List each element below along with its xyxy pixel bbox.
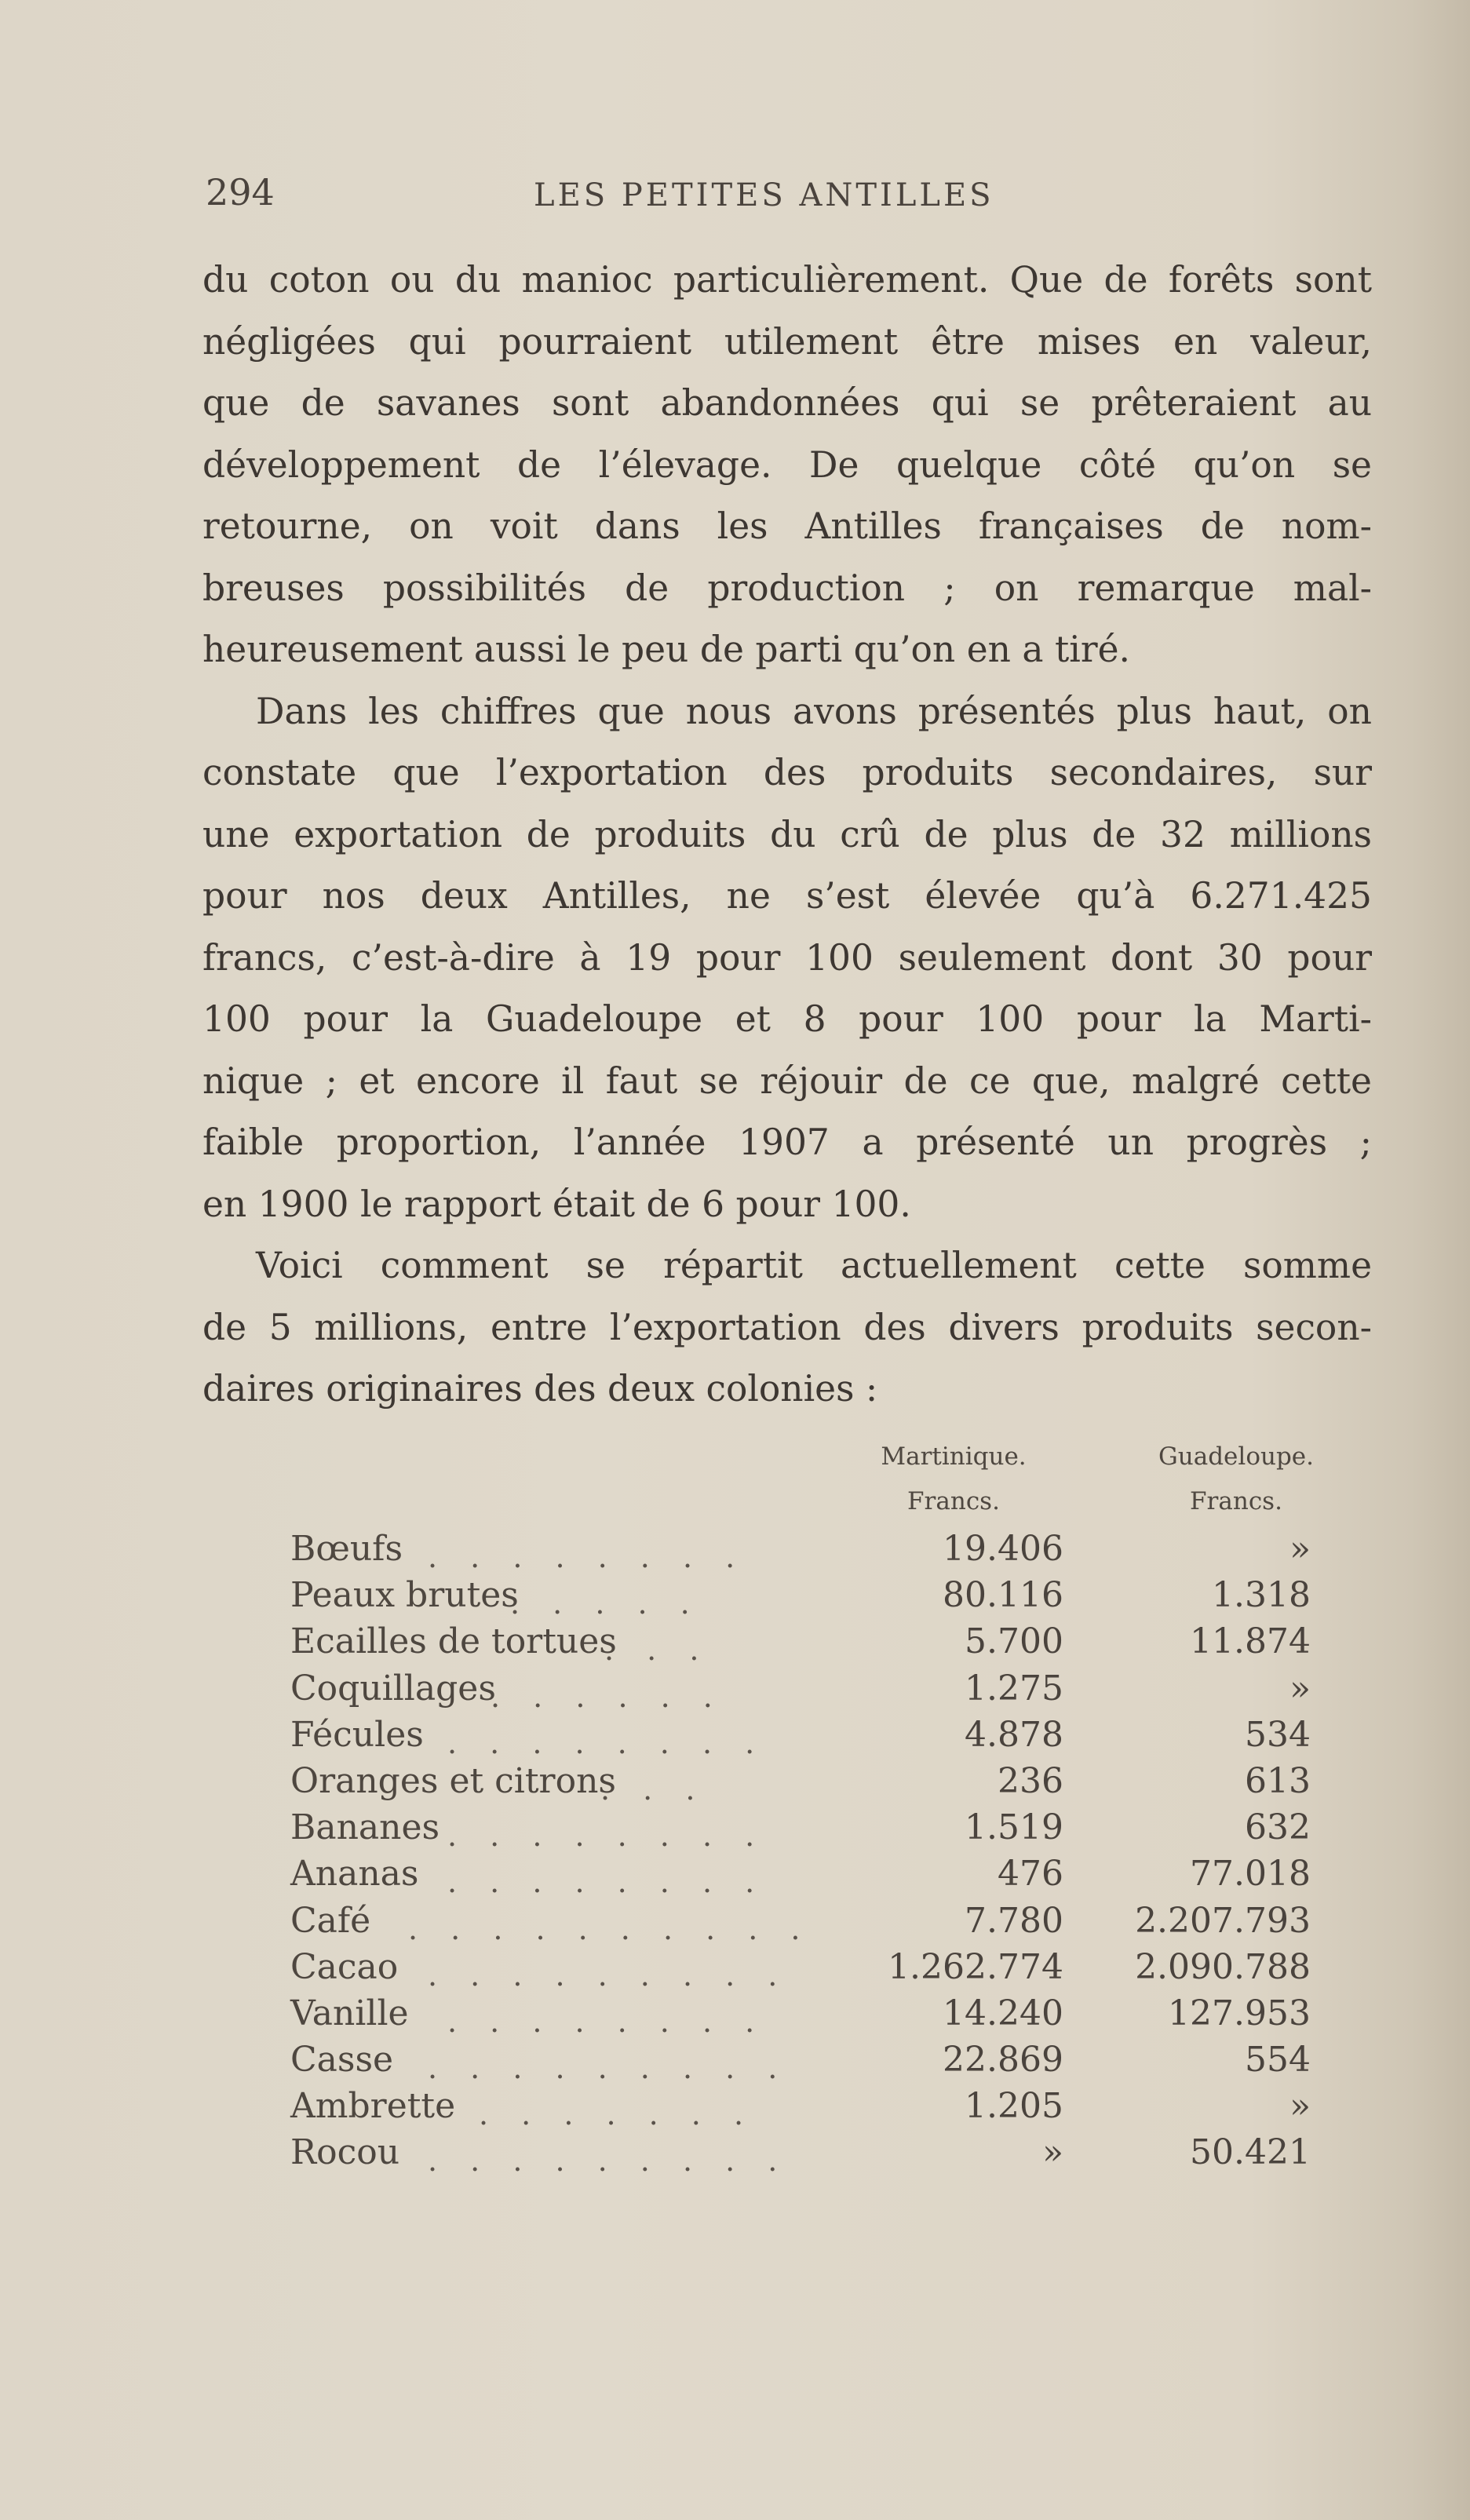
column-header-guadeloupe: Guadeloupe. — [1158, 1442, 1314, 1471]
martinique-value: 7.780 — [965, 1900, 1063, 1941]
guadeloupe-value: » — [1289, 2086, 1311, 2127]
text-line: 100 pour la Guadeloupe et 8 pour 100 pour la Marti- — [202, 998, 1372, 1040]
table-row — [290, 1854, 1319, 1900]
text-line: pour nos deux Antilles, ne s’est élevée qu’à 6.271.425 — [202, 875, 1372, 917]
text-line: retourne, on voit dans les Antilles françaises de nom- — [202, 505, 1372, 547]
martinique-value: 22.869 — [943, 2040, 1063, 2081]
product-name: Oranges et citrons — [290, 1760, 616, 1801]
guadeloupe-value: 77.018 — [1190, 1854, 1311, 1895]
paragraph-1 — [202, 250, 1372, 681]
product-name: Casse — [290, 2040, 394, 2081]
guadeloupe-value: 613 — [1245, 1760, 1311, 1801]
product-name: Ananas — [290, 1854, 419, 1895]
dot-leader: . . . . . . . . . — [428, 2143, 790, 2179]
page-number: 294 — [206, 171, 275, 213]
guadeloupe-value: 534 — [1245, 1714, 1311, 1755]
text-line: de 5 millions, entre l’exportation des divers produits secon- — [202, 1306, 1372, 1348]
text-line: breuses possibilités de production ; on remarque mal- — [202, 567, 1372, 609]
text-line: heureusement aussi le peu de parti qu’on en a tiré. — [202, 629, 1130, 670]
product-name: Coquillages — [290, 1668, 496, 1709]
martinique-value: 236 — [998, 1760, 1063, 1801]
dot-leader: . . . . . . . . . . — [408, 1911, 812, 1946]
guadeloupe-value: 50.421 — [1190, 2132, 1311, 2173]
product-name: Bananes — [290, 1807, 440, 1848]
guadeloupe-value: 127.953 — [1168, 1993, 1311, 2033]
martinique-value: 19.406 — [943, 1529, 1063, 1569]
product-name: Ecailles de tortues — [290, 1621, 617, 1662]
text-line: Dans les chiffres que nous avons présentés plus haut, on — [256, 690, 1372, 732]
column-header-martinique: Martinique. — [881, 1442, 1027, 1471]
table-row — [290, 1621, 1319, 1668]
product-name: Peaux brutes — [290, 1575, 519, 1616]
table-row — [290, 1947, 1319, 1993]
table-row — [290, 1901, 1319, 1947]
martinique-value: 1.275 — [965, 1668, 1063, 1709]
guadeloupe-value: » — [1289, 1668, 1311, 1709]
product-name: Vanille — [290, 1993, 409, 2033]
dot-leader: . . . . . — [510, 1586, 702, 1621]
text-line: Voici comment se répartit actuellement cette somme — [256, 1245, 1372, 1286]
column-unit-guadeloupe: Francs. — [1190, 1487, 1282, 1515]
guadeloupe-value: » — [1289, 1529, 1311, 1569]
martinique-value: 5.700 — [965, 1621, 1063, 1662]
table-row — [290, 1715, 1319, 1761]
text-line: constate que l’exportation des produits secondaires, sur — [202, 752, 1372, 793]
product-name: Cacao — [290, 1946, 399, 1987]
product-name: Fécules — [290, 1714, 424, 1755]
martinique-value: 1.262.774 — [888, 1946, 1063, 1987]
dot-leader: . . . . . . . . . — [428, 1957, 790, 1993]
text-line: que de savanes sont abandonnées qui se prêteraient au — [202, 382, 1372, 424]
dot-leader: . . . . . . . . — [447, 2004, 767, 2039]
table-row — [290, 2040, 1319, 2086]
martinique-value: 4.878 — [965, 1714, 1063, 1755]
product-name: Ambrette — [290, 2086, 456, 2127]
running-title: LES PETITES ANTILLES — [534, 177, 994, 213]
product-name: Rocou — [290, 2132, 400, 2173]
table-row — [290, 1807, 1319, 1854]
table-row — [290, 1761, 1319, 1807]
text-line: négligées qui pourraient utilement être mises en valeur, — [202, 320, 1372, 363]
text-line: en 1900 le rapport était de 6 pour 100. — [202, 1183, 911, 1225]
body-text — [202, 250, 1372, 1420]
paragraph-3 — [202, 1235, 1372, 1420]
column-unit-martinique: Francs. — [907, 1487, 1000, 1515]
product-name: Café — [290, 1900, 371, 1941]
guadeloupe-value: 1.318 — [1212, 1575, 1311, 1616]
text-line: daires originaires des deux colonies : — [202, 1368, 878, 1410]
martinique-value: 14.240 — [943, 1993, 1063, 2033]
dot-leader: . . . — [600, 1771, 707, 1807]
exports-table — [290, 1442, 1319, 2179]
table-row — [290, 1575, 1319, 1621]
dot-leader: . . . . . . . . — [447, 1865, 767, 1900]
table-body — [290, 1529, 1319, 2179]
table-row — [290, 1529, 1319, 1575]
text-line: faible proportion, l’année 1907 a présenté un progrès ; — [202, 1121, 1372, 1163]
table-row — [290, 2132, 1319, 2179]
martinique-value: 80.116 — [943, 1575, 1063, 1616]
text-line: développement de l’élevage. De quelque côté qu’on se — [202, 443, 1372, 486]
paragraph-2 — [202, 681, 1372, 1236]
table-row — [290, 2086, 1319, 2132]
text-line: du coton ou du manioc particulièrement. Que de forêts sont — [202, 259, 1372, 301]
text-line: nique ; et encore il faut se réjouir de ce que, malgré cette — [202, 1059, 1372, 1102]
guadeloupe-value: 2.207.793 — [1135, 1900, 1311, 1941]
guadeloupe-value: 2.090.788 — [1135, 1946, 1311, 1987]
martinique-value: 1.519 — [965, 1807, 1063, 1848]
dot-leader: . . . — [604, 1632, 711, 1668]
dot-leader: . . . . . . . . . — [428, 2051, 790, 2086]
dot-leader: . . . . . . . . — [447, 1725, 767, 1760]
dot-leader: . . . . . . . . — [447, 1818, 767, 1854]
text-line: une exportation de produits du crû de plus de 32 millions — [202, 813, 1372, 855]
table-row — [290, 1668, 1319, 1715]
dot-leader: . . . . . . — [491, 1679, 724, 1714]
running-head — [206, 171, 1367, 218]
guadeloupe-value: 632 — [1245, 1807, 1311, 1848]
text-line: francs, c’est-à-dire à 19 pour 100 seulement dont 30 pour — [202, 936, 1372, 979]
martinique-value: 476 — [998, 1854, 1063, 1895]
martinique-value: » — [1042, 2132, 1063, 2173]
dot-leader: . . . . . . . . — [428, 1540, 747, 1574]
product-name: Bœufs — [290, 1529, 403, 1569]
dot-leader: . . . . . . . — [479, 2097, 756, 2132]
guadeloupe-value: 554 — [1245, 2040, 1311, 2081]
martinique-value: 1.205 — [965, 2086, 1063, 2127]
table-header — [290, 1442, 1319, 1529]
guadeloupe-value: 11.874 — [1190, 1621, 1311, 1662]
table-row — [290, 1993, 1319, 2040]
